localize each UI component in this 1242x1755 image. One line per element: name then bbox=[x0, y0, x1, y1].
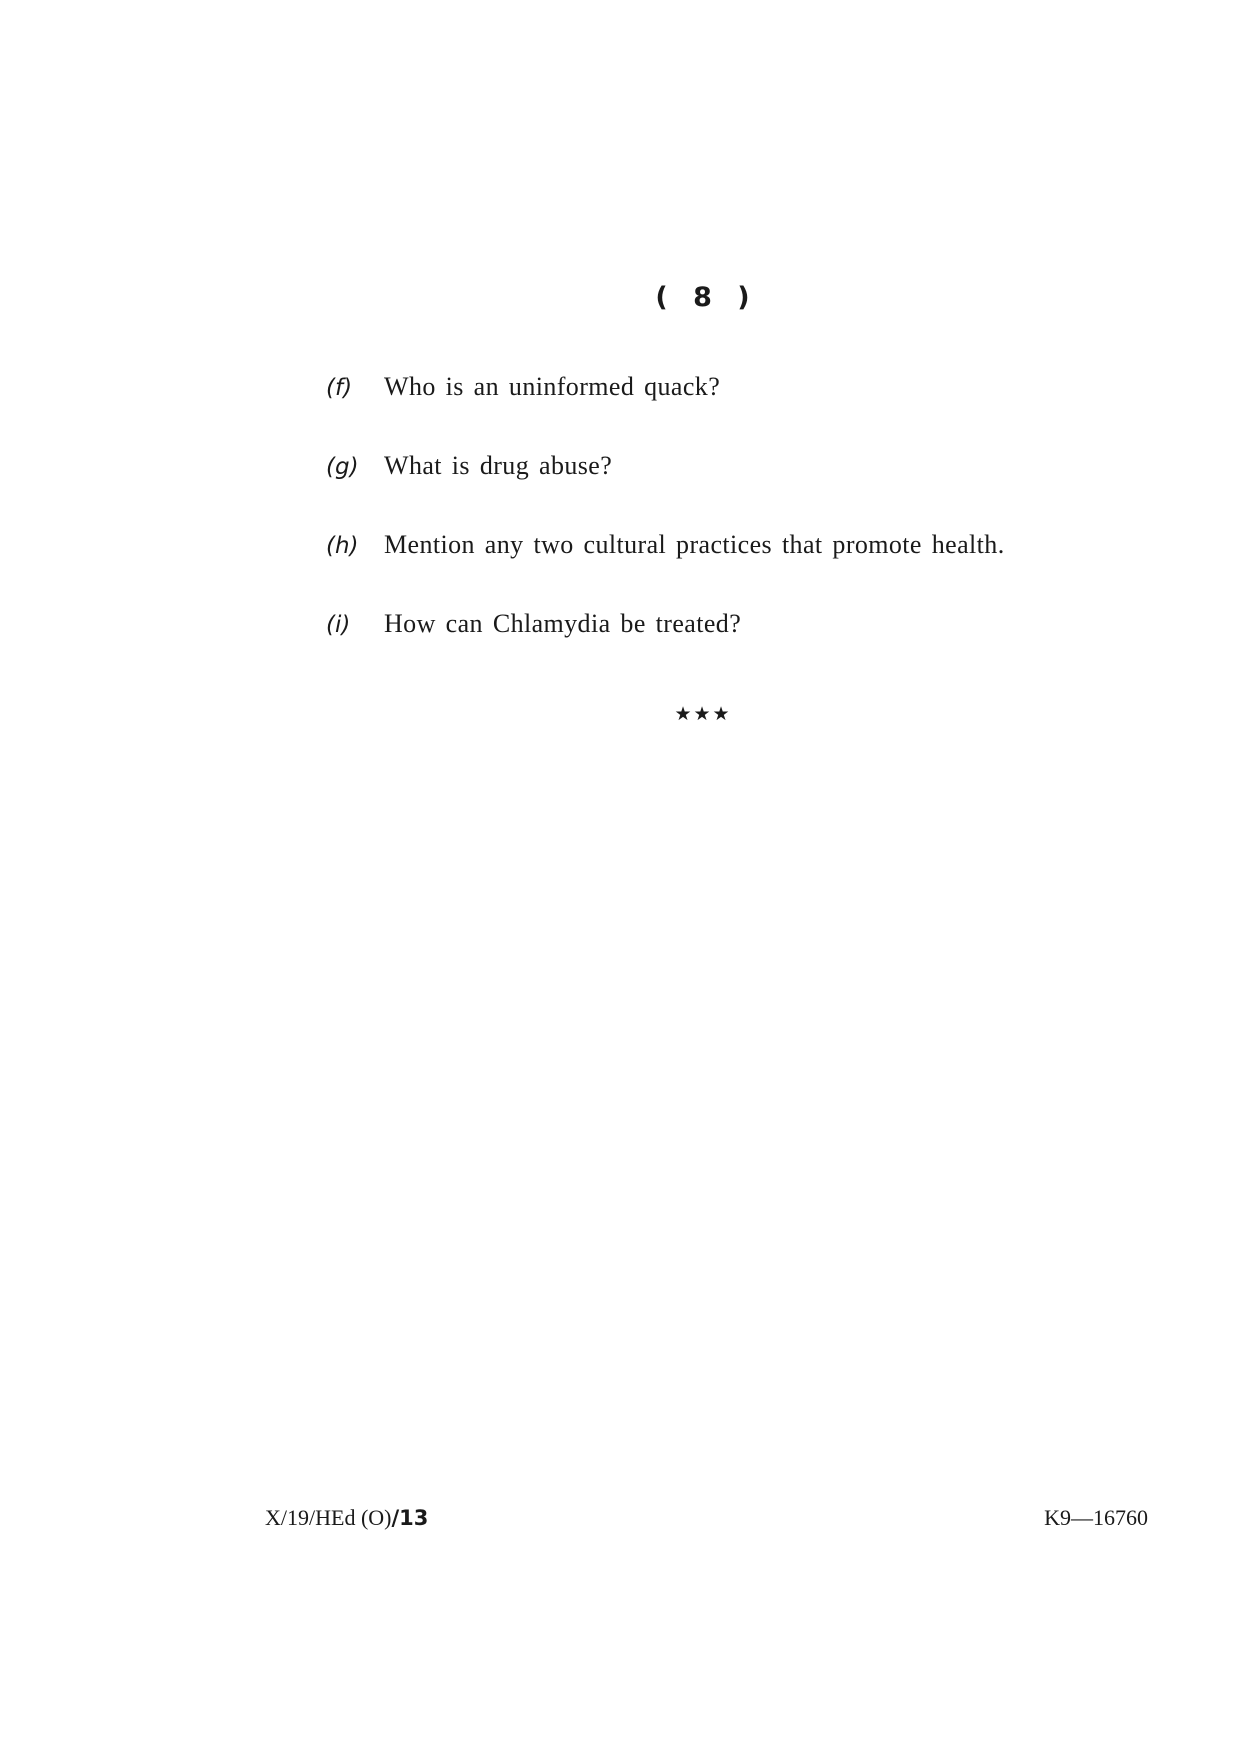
close-paren: ) bbox=[737, 282, 751, 313]
question-text: Mention any two cultural practices that promote health. bbox=[384, 530, 1005, 559]
end-of-paper-stars: ★★★ bbox=[674, 703, 732, 725]
question-item bbox=[326, 530, 1146, 609]
question-text: What is drug abuse? bbox=[384, 451, 613, 480]
question-letter: (h) bbox=[326, 533, 359, 559]
question-text: How can Chlamydia be treated? bbox=[384, 609, 742, 638]
question-item bbox=[326, 372, 1146, 451]
open-paren: ( bbox=[655, 282, 669, 313]
question-item bbox=[326, 451, 1146, 530]
question-list bbox=[326, 372, 1146, 688]
question-letter: (i) bbox=[326, 612, 351, 638]
paper-code-text: X/19/HEd (O) bbox=[265, 1505, 392, 1530]
question-item bbox=[326, 609, 1146, 688]
question-text: Who is an uninformed quack? bbox=[384, 372, 721, 401]
page-number-value: 8 bbox=[693, 282, 713, 313]
question-letter: (f) bbox=[326, 375, 353, 401]
question-letter: (g) bbox=[326, 454, 359, 480]
paper-code bbox=[265, 1505, 428, 1531]
paper-code-page: /13 bbox=[391, 1506, 429, 1530]
page-number bbox=[82, 282, 1242, 313]
print-code: K9—16760 bbox=[1044, 1505, 1148, 1530]
